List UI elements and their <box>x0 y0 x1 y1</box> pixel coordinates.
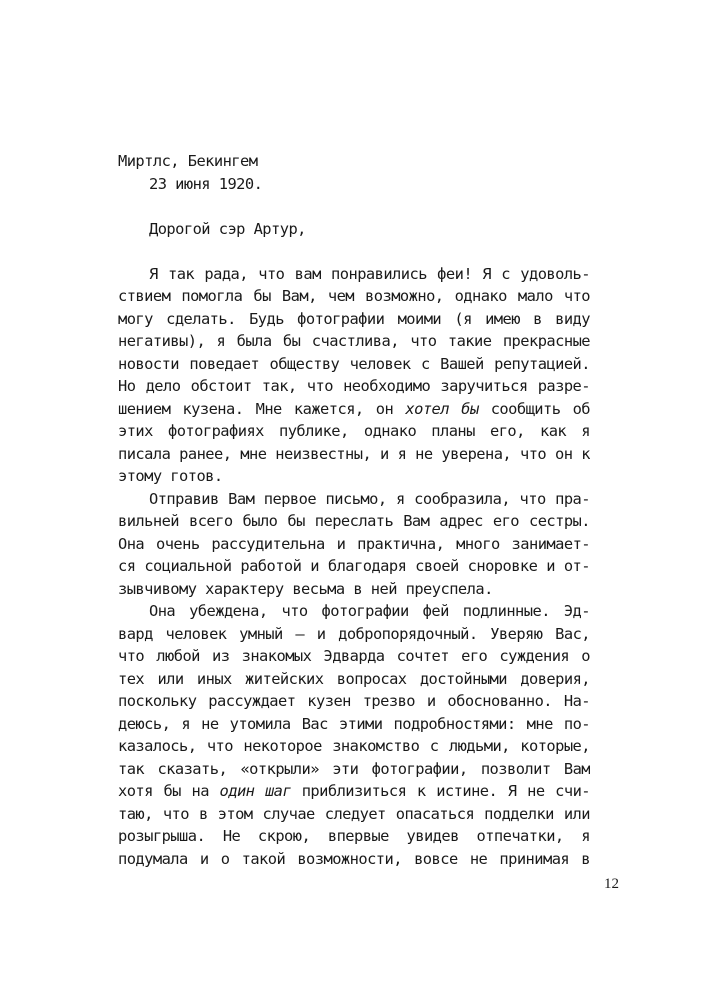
text-line: подумала и о такой возможности, вовсе не принимая в <box>118 849 590 868</box>
text-line: этих фотографиях публике, однако планы его, как я <box>118 422 590 440</box>
text-line: писала ранее, мне неизвестны, и я не уверена, что он к <box>118 444 590 463</box>
text-line: Она убеждена, что фотографии фей подлинные. Эд- <box>149 602 590 620</box>
text-fragment: хотя бы на <box>118 782 209 800</box>
text-line: деюсь, я не утомила Вас этими подробностями: мне по- <box>118 714 590 733</box>
text-line: могу сделать. Будь фотографии моими (я имею в виду <box>118 309 590 328</box>
text-line <box>118 398 590 421</box>
italic-emphasis: один шаг <box>219 782 292 800</box>
text-line: Она очень рассудительна и практична, много занимает- <box>118 534 590 553</box>
text-line: розыгрыша. Не скрою, впервые увидев отпечатки, я <box>118 827 590 845</box>
text-line: зывчивому характеру весьма в ней преуспела. <box>118 579 493 598</box>
text-line: новости поведает обществу человек с Вашей репутацией. <box>118 354 590 373</box>
text-line: что любой из знакомых Эдварда сочтет его суждения о <box>118 647 590 665</box>
text-line: Отправив Вам первое письмо, я сообразила, что пра- <box>149 489 590 508</box>
text-fragment: сообщить об <box>490 399 590 418</box>
letter-date: 23 июня 1920. <box>149 174 263 193</box>
text-fragment: шением кузена. Мне кажется, он <box>118 399 394 418</box>
text-line: ствием помогла бы Вам, чем возможно, однако мало что <box>118 287 590 305</box>
text-fragment: приблизиться к истине. Я не счи- <box>301 782 590 800</box>
text-line: вард человек умный – и добропорядочный. Уверяю Вас, <box>118 624 590 643</box>
text-line: казалось, что некоторое знакомство с людьми, которые, <box>118 737 590 755</box>
text-line: ся социальной работой и благодаря своей сноровке и от- <box>118 557 590 575</box>
letter-salutation: Дорогой сэр Артур, <box>149 219 306 238</box>
text-line: тех или иных житейских вопросах достойными доверия, <box>118 669 590 688</box>
text-line: Я так рада, что вам понравились феи! Я с удоволь- <box>149 264 590 283</box>
text-line: негативы), я была бы счастлива, что такие прекрасные <box>118 332 590 350</box>
page-number: 12 <box>604 876 619 892</box>
letter-place: Миртлс, Бекингем <box>118 152 258 170</box>
text-line <box>118 780 590 803</box>
text-line: этому готов. <box>118 467 223 485</box>
text-line: поскольку рассуждает кузен трезво и обоснованно. На- <box>118 692 590 710</box>
italic-emphasis: хотел бы <box>405 399 479 418</box>
text-line: так сказать, «открыли» эти фотографии, позволит Вам <box>118 759 590 778</box>
text-line: Но дело обстоит так, что необходимо заручиться разре- <box>118 377 590 395</box>
letter-body <box>118 150 590 870</box>
text-line: таю, что в этом случае следует опасаться подделки или <box>118 804 590 823</box>
text-line: вильней всего было бы переслать Вам адрес его сестры. <box>118 512 590 530</box>
